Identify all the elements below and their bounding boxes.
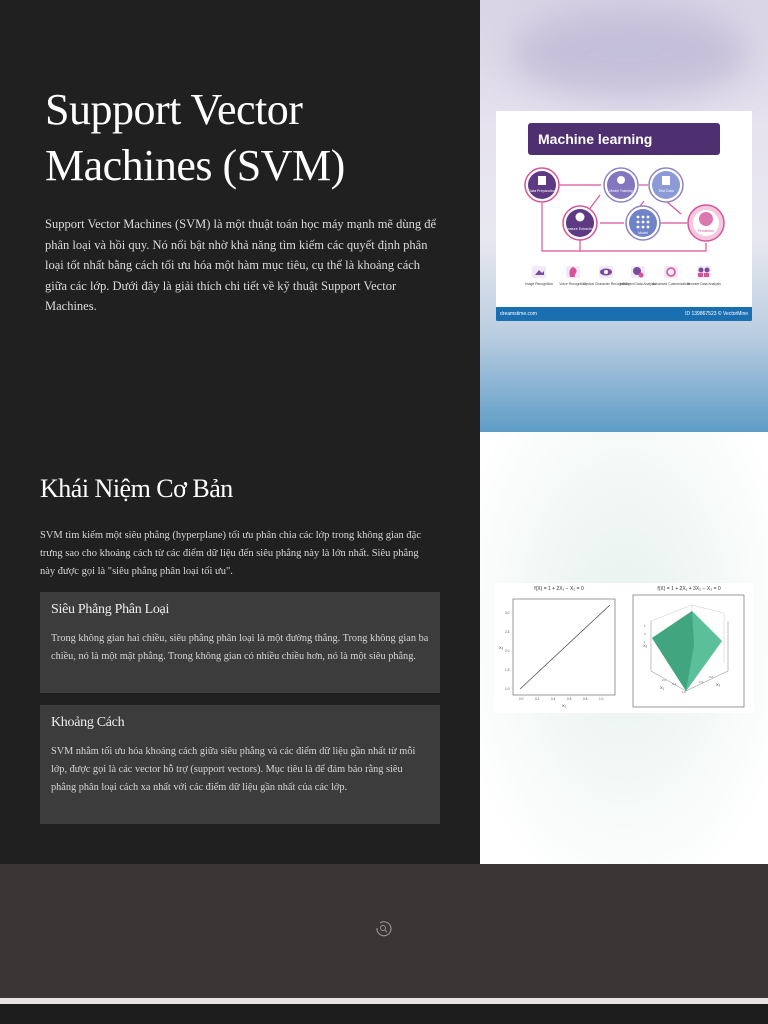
svg-text:0.8: 0.8 bbox=[583, 697, 588, 701]
svg-text:2.0: 2.0 bbox=[505, 649, 510, 653]
svg-text:Prediction: Prediction bbox=[698, 229, 714, 233]
application-icons bbox=[525, 266, 721, 286]
illustration-footer bbox=[496, 307, 752, 321]
svg-text:0.8: 0.8 bbox=[709, 675, 713, 679]
left-plot-xlabel: X₁ bbox=[561, 703, 567, 708]
watermark-right: ID 139867523 © VectorMine bbox=[685, 311, 748, 317]
section-title: Khái Niệm Cơ Bản bbox=[40, 474, 233, 503]
machine-learning-illustration bbox=[496, 111, 752, 321]
svg-text:Optical Character Recognition: Optical Character Recognition bbox=[583, 282, 629, 286]
watermark-left: dreamstime.com bbox=[500, 311, 537, 317]
illustration-title: Machine learning bbox=[528, 123, 720, 155]
svg-text:3.0: 3.0 bbox=[505, 611, 510, 615]
svg-text:Data Preparation: Data Preparation bbox=[528, 189, 556, 193]
node-test-data bbox=[649, 168, 683, 202]
svg-text:1.0: 1.0 bbox=[682, 690, 686, 694]
svg-text:0.6: 0.6 bbox=[567, 697, 572, 701]
node-model bbox=[626, 206, 660, 240]
page-title: Support Vector Machines (SVM) bbox=[45, 85, 345, 190]
concepts-section bbox=[0, 432, 768, 864]
card-text: Trong không gian hai chiều, siêu phẳng phân loại là một đường thẳng. Trong không gian ba chiều, nó là một mặt phẳng. Trong không gian có nhiều chiều hơn, nó là một siêu phẳng. bbox=[51, 633, 429, 662]
card-title: Siêu Phẳng Phân Loại bbox=[51, 602, 170, 617]
svg-text:Image Recognition: Image Recognition bbox=[524, 282, 554, 286]
workflow-diagram bbox=[496, 159, 752, 304]
right-plot-label-x1: X₁ bbox=[660, 685, 665, 690]
hero-image-panel bbox=[480, 0, 768, 432]
svg-text:-1: -1 bbox=[643, 640, 646, 644]
svg-text:Advanced Customization: Advanced Customization bbox=[652, 282, 690, 286]
svg-text:0.2: 0.2 bbox=[535, 697, 540, 701]
svg-text:Intelligent Data Analysis: Intelligent Data Analysis bbox=[620, 282, 656, 286]
hero-text-panel bbox=[0, 0, 480, 432]
left-plot-ylabel: X₂ bbox=[499, 645, 504, 650]
svg-text:0.4: 0.4 bbox=[699, 680, 703, 684]
svg-text:Test Data: Test Data bbox=[658, 189, 674, 193]
svg-text:0.4: 0.4 bbox=[672, 682, 676, 686]
concepts-text-panel bbox=[0, 432, 480, 864]
right-plot-label-x3: X₃ bbox=[643, 643, 648, 648]
left-plot-title: f(X) = 1 + 2X₁ − X₂ = 0 bbox=[534, 586, 584, 592]
svg-text:Feature Extraction: Feature Extraction bbox=[565, 227, 595, 231]
card-title: Khoảng Cách bbox=[51, 715, 125, 730]
hero-section bbox=[0, 0, 768, 432]
svg-text:Model Training: Model Training bbox=[609, 189, 633, 193]
svg-text:0.0: 0.0 bbox=[662, 678, 666, 682]
concept-card-hyperplane bbox=[40, 592, 440, 693]
concepts-image-panel bbox=[480, 432, 768, 864]
svg-text:1: 1 bbox=[644, 624, 646, 628]
svg-text:Voice Recognition: Voice Recognition bbox=[559, 282, 587, 286]
hyperplane-plots bbox=[494, 583, 754, 713]
svg-text:2.5: 2.5 bbox=[505, 630, 510, 634]
right-plot-label-x2: X₂ bbox=[716, 682, 721, 687]
hyperplane-plot-figure bbox=[494, 583, 754, 713]
svg-text:Model: Model bbox=[638, 231, 648, 235]
node-data-preparation bbox=[525, 168, 559, 202]
svg-text:1.0: 1.0 bbox=[599, 697, 604, 701]
svg-text:1.0: 1.0 bbox=[505, 687, 510, 691]
right-plot-title: f(X) = 1 + 2X₁ + 3X₂ − X₃ = 0 bbox=[657, 586, 721, 592]
concept-card-margin bbox=[40, 705, 440, 824]
svg-text:1.5: 1.5 bbox=[505, 668, 510, 672]
section-description: SVM tìm kiếm một siêu phẳng (hyperplane) tối ưu phân chia các lớp trong không gian đặc trưng sao cho khoảng cách từ các điểm dữ liệu đến siêu phẳng này là lớn nhất. Siêu phẳng này được gọi là "siêu phẳng phân loại tối ưu". bbox=[40, 530, 421, 577]
card-text: SVM nhằm tối ưu hóa khoảng cách giữa siêu phẳng và các điểm dữ liệu gần nhất từ mỗi lớp, được gọi là các vector hỗ trợ (support vectors). Mục tiêu là để đảm bảo rằng siêu phẳng phân loại cách xa nhất với các điểm dữ liệu gần nhất của các lớp. bbox=[51, 746, 416, 793]
svg-text:Browser Data Analysis: Browser Data Analysis bbox=[687, 282, 721, 286]
intro-paragraph: Support Vector Machines (SVM) là một thuật toán học máy mạnh mẽ dùng để phân loại và hồi quy. Nó nổi bật nhờ khả năng tìm kiếm các quyết định phân loại tốt nhất bằng cách tối ưu hóa một hàm mục tiêu, cụ thể là khoảng cách giữa các lớp. Dưới đây là giải thích chi tiết về kỹ thuật Support Vector Machines. bbox=[45, 217, 437, 314]
bottom-bar bbox=[0, 1004, 768, 1024]
svg-text:0.0: 0.0 bbox=[519, 697, 524, 701]
node-feature-extraction bbox=[563, 206, 597, 240]
node-prediction bbox=[688, 205, 724, 241]
node-model-training bbox=[604, 168, 638, 202]
search-icon[interactable] bbox=[374, 920, 392, 938]
svg-text:0: 0 bbox=[644, 632, 646, 636]
svg-text:0.4: 0.4 bbox=[551, 697, 556, 701]
